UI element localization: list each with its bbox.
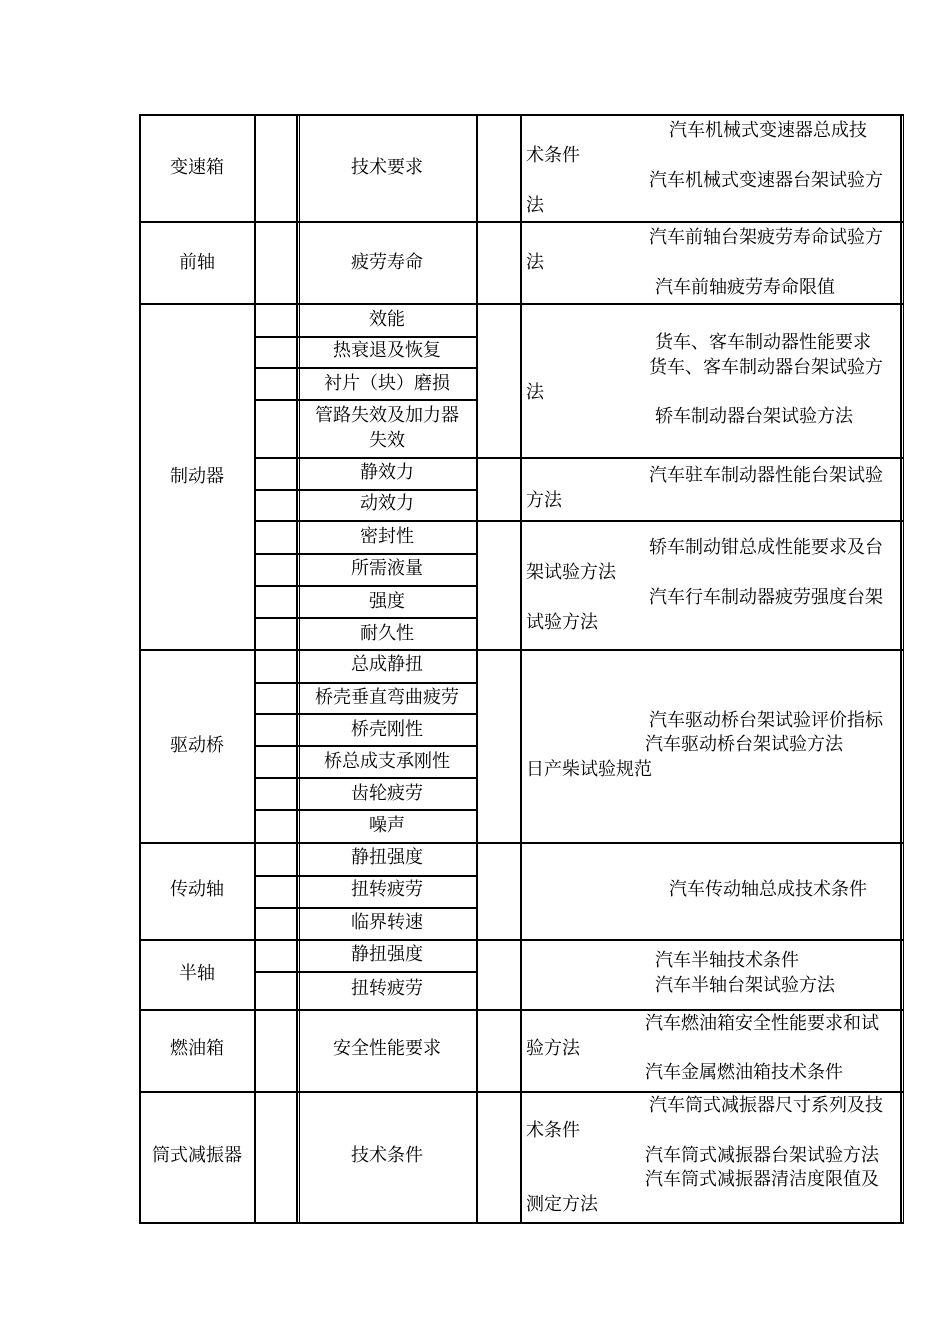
standard-text: 汽车筒式减振器清洁度限值及 [645,1169,879,1190]
standard-text: 试验方法 [526,612,598,633]
standard-text: 货车、客车制动器台架试验方 [649,357,883,378]
test-item: 静扭强度 [351,847,423,868]
test-item: 技术要求 [351,157,423,178]
test-item: 衬片（块）磨损 [324,373,450,394]
test-item: 静扭强度 [351,944,423,965]
sub-border [254,367,476,369]
test-item: 扭转疲劳 [351,978,423,999]
sub-border [254,336,476,338]
sub-border [254,617,476,619]
col-border [903,114,904,1224]
sub-border [254,585,476,587]
component-label: 筒式减振器 [152,1145,242,1166]
test-item: 强度 [369,591,405,612]
standard-text: 汽车驻车制动器性能台架试验 [649,465,883,486]
test-item: 总成静扭 [351,654,423,675]
component-label: 半轴 [179,963,215,984]
standard-text: 货车、客车制动器性能要求 [655,332,871,353]
sub-border [254,971,476,973]
test-item: 耐久性 [360,623,414,644]
standard-text: 汽车行车制动器疲劳强度台架 [649,587,883,608]
standard-text: 法 [526,252,544,273]
test-item: 桥总成支承刚性 [324,751,450,772]
col-border [254,114,256,1224]
standard-text: 汽车机械式变速器台架试验方 [649,170,883,191]
test-item: 技术条件 [351,1145,423,1166]
col-border [520,114,522,1224]
standard-text: 汽车半轴台架试验方法 [655,975,835,996]
col-border [296,114,298,1224]
standard-text: 轿车制动钳总成性能要求及台 [649,537,883,558]
test-item: 扭转疲劳 [351,879,423,900]
col-border [900,114,902,1224]
standard-text: 验方法 [526,1038,580,1059]
test-item: 热衰退及恢复 [333,340,441,361]
component-label: 变速箱 [170,157,224,178]
standard-text: 汽车驱动桥台架试验评价指标 [649,710,883,731]
standard-text: 法 [526,195,544,216]
component-label: 燃油箱 [170,1038,224,1059]
standard-text: 汽车燃油箱安全性能要求和试 [645,1013,879,1034]
standard-text: 汽车前轴疲劳寿命限值 [655,277,835,298]
sub-border [254,553,476,555]
standard-text: 汽车金属燃油箱技术条件 [645,1062,843,1083]
sub-border [254,777,476,779]
standard-text: 汽车驱动桥台架试验方法 [645,734,843,755]
test-item: 桥壳刚性 [351,719,423,740]
col-border [139,114,141,1224]
standard-text: 汽车机械式变速器总成技 [669,120,867,141]
group-border [254,520,903,522]
sub-border [254,875,476,877]
standard-text: 汽车筒式减振器台架试验方法 [645,1145,879,1166]
standard-text: 术条件 [526,145,580,166]
sub-border [254,809,476,811]
sub-border [254,489,476,491]
test-item: 噪声 [369,815,405,836]
col-border [476,114,478,1224]
col-border [299,114,300,1224]
standard-text: 方法 [526,490,562,511]
standard-text: 汽车前轴台架疲劳寿命试验方 [649,227,883,248]
standard-text: 术条件 [526,1120,580,1141]
test-item: 疲劳寿命 [351,252,423,273]
test-item: 动效力 [360,493,414,514]
test-item: 密封性 [360,526,414,547]
component-label: 制动器 [170,466,224,487]
test-item: 所需液量 [351,558,423,579]
component-label: 传动轴 [170,879,224,900]
group-border [254,457,903,459]
standard-text: 汽车传动轴总成技术条件 [669,879,867,900]
test-item: 效能 [369,309,405,330]
test-item: 临界转速 [351,912,423,933]
sub-border [254,745,476,747]
standard-text: 测定方法 [526,1194,598,1215]
test-item: 静效力 [360,462,414,483]
standard-text: 汽车半轴技术条件 [655,950,799,971]
component-label: 前轴 [179,252,215,273]
standard-text: 法 [526,382,544,403]
component-label: 驱动桥 [170,735,224,756]
standard-text: 日产柴试验规范 [526,759,652,780]
sub-border [254,399,476,401]
test-item: 齿轮疲劳 [351,783,423,804]
standard-text: 轿车制动器台架试验方法 [655,406,853,427]
sub-border [254,682,476,684]
sub-border [254,907,476,909]
test-item: 管路失效及加力器 [315,405,459,426]
test-item: 安全性能要求 [333,1038,441,1059]
standard-text: 汽车筒式减振器尺寸系列及技 [649,1095,883,1116]
test-item: 桥壳垂直弯曲疲劳 [315,687,459,708]
test-item: 失效 [369,430,405,451]
sub-border [254,713,476,715]
standard-text: 架试验方法 [526,562,616,583]
